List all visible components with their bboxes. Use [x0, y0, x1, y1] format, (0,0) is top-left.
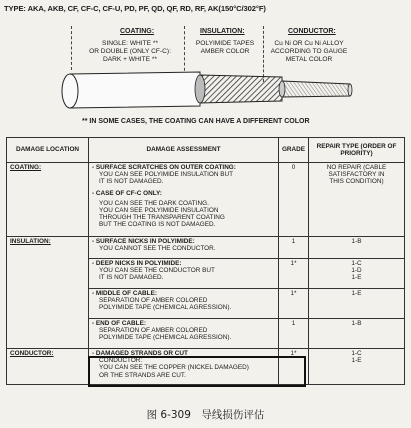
conductor-heading: CONDUCTOR: [288, 28, 336, 35]
coating-description: SINGLE: WHITE ** OR DOUBLE (ONLY CF-C): DARK + WHITE ** [89, 40, 171, 63]
col-header-grade: GRADE [279, 138, 309, 163]
location-insulation: INSULATION: [7, 237, 89, 349]
coating-color-note: ** IN SOME CASES, THE COATING CAN HAVE A DIFFERENT COLOR [82, 118, 310, 125]
assessment-deep-nicks: - DEEP NICKS IN POLYIMIDE: YOU CAN SEE THE CONDUCTOR BUT IT IS NOT DAMAGED. [89, 259, 279, 289]
col-header-location: DAMAGE LOCATION [7, 138, 89, 163]
assessment-coating: - SURFACE SCRATCHES ON OUTER COATING: YOU CAN SEE POLYIMIDE INSULATION BUT IT IS NOT DAMAGED. - CASE OF CF-C ONLY: YOU CAN SEE THE DARK COATING. YOU CAN SEE POLYIMIDE INSULATION THROUGH THE TRANSPARENT COATING BUT THE COATING IS NOT DAMAGED. [89, 163, 279, 237]
insulation-description: POLYIMIDE TAPES AMBER COLOR [195, 40, 255, 55]
assessment-conductor: - DAMAGED STRANDS OR CUT CONDUCTOR: YOU CAN SEE THE COPPER (NICKEL DAMAGED) OR THE STRANDS ARE CUT. [89, 349, 279, 385]
assessment-surface-nicks: - SURFACE NICKS IN POLYIMIDE: YOU CANNOT SEE THE CONDUCTOR. [89, 237, 279, 259]
table-row-insulation-1 [7, 237, 405, 259]
grade-coating: 0 [279, 163, 309, 237]
cable-illustration [50, 64, 400, 114]
grade-surface-nicks: 1 [279, 237, 309, 259]
repair-middle-of-cable: 1-E [309, 289, 405, 319]
grade-end-of-cable: 1 [279, 319, 309, 349]
assessment-middle-of-cable: - MIDDLE OF CABLE: SEPARATION OF AMBER COLORED POLYIMIDE TAPE (CHEMICAL AGRESSION). [89, 289, 279, 319]
figure-caption: 图 6-309 导线损伤评估 [146, 409, 265, 421]
grade-deep-nicks: 1* [279, 259, 309, 289]
location-conductor: CONDUCTOR: [7, 349, 89, 385]
table-header-row [7, 138, 405, 163]
highlight-box [88, 356, 306, 387]
repair-end-of-cable: 1-B [309, 319, 405, 349]
col-header-assessment: DAMAGE ASSESSMENT [89, 138, 279, 163]
coating-layer [62, 72, 200, 108]
repair-coating: NO REPAIR (CABLE SATISFACTORY IN THIS CONDITION) [309, 163, 405, 237]
grade-conductor: 1* [279, 349, 309, 385]
repair-conductor: 1-C 1-E [309, 349, 405, 385]
conductor-description: Cu Ni OR Cu Ni ALLOY ACCORDING TO GAUGE METAL COLOR [270, 40, 348, 63]
conductor-layer [279, 81, 352, 97]
damage-assessment-table [6, 137, 405, 385]
insulation-layer [195, 75, 282, 103]
grade-middle-of-cable: 1* [279, 289, 309, 319]
table-row-coating [7, 163, 405, 237]
location-coating: COATING: [7, 163, 89, 237]
coating-heading: COATING: [120, 28, 155, 35]
insulation-heading: INSULATION: [200, 28, 245, 35]
repair-deep-nicks: 1-C 1-D 1-E [309, 259, 405, 289]
wire-type-line: TYPE: AKA, AKB, CF, CF-C, CF-U, PD, PF, QD, QF, RD, RF, AK(150°C/302°F) [4, 4, 266, 13]
col-header-repair: REPAIR TYPE (ORDER OF PRIORITY) [309, 138, 405, 163]
repair-surface-nicks: 1-B [309, 237, 405, 259]
assessment-end-of-cable: - END OF CABLE: SEPARATION OF AMBER COLORED POLYIMIDE TAPE (CHEMICAL AGRESSION). [89, 319, 279, 349]
